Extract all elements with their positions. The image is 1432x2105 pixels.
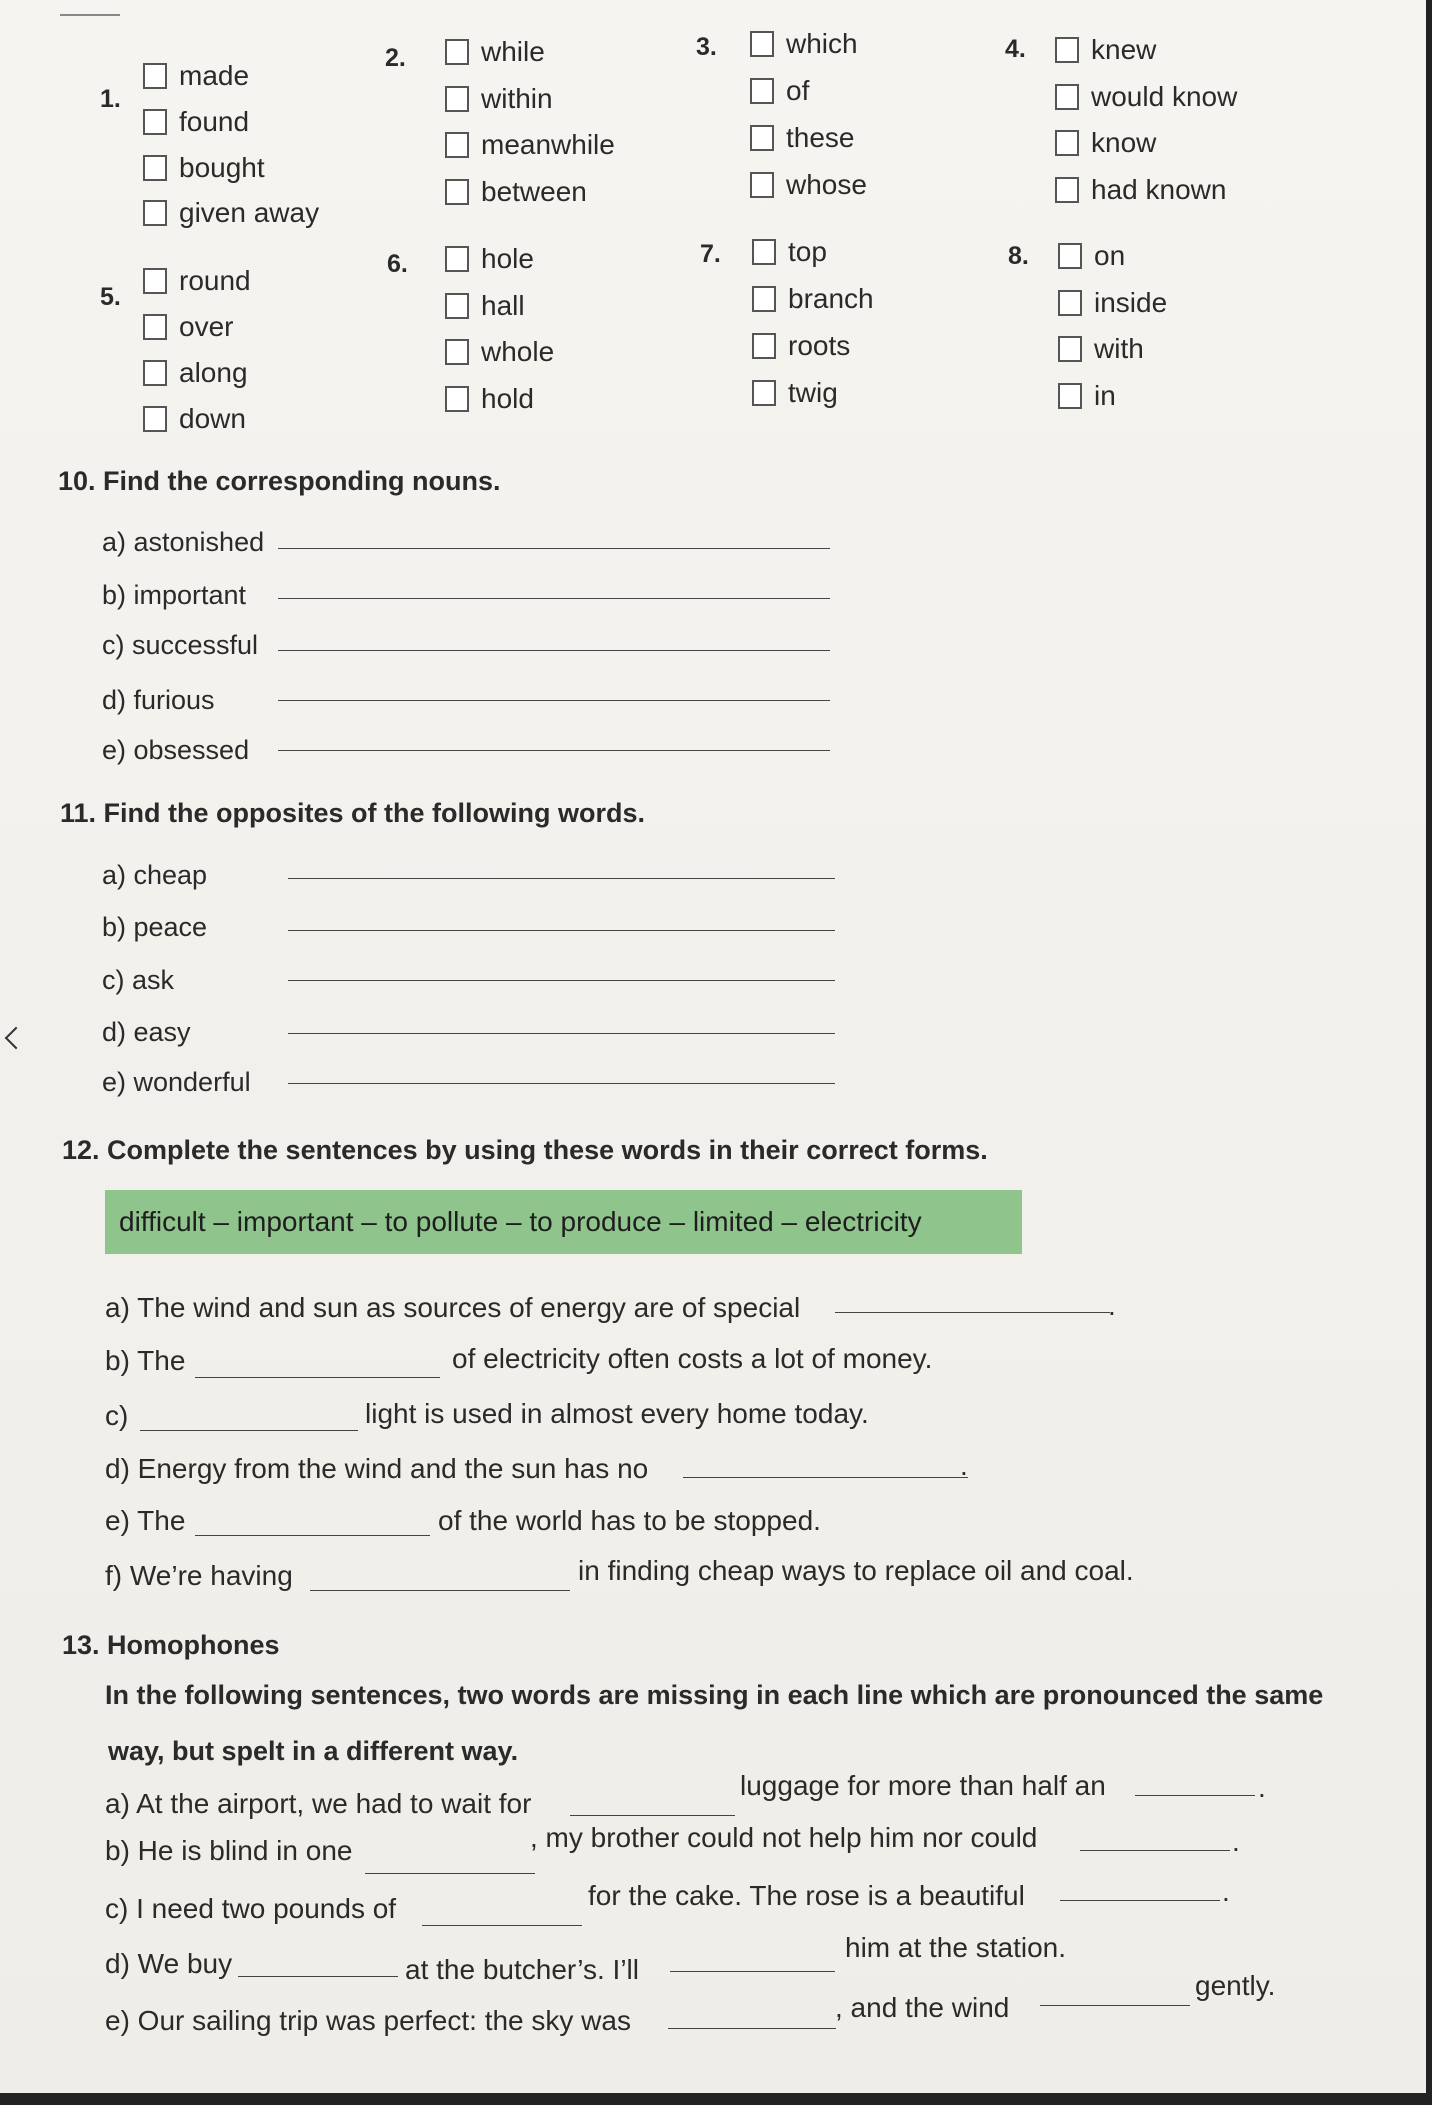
ex13-d-text-3: him at the station. [845,1932,1067,1963]
answer-line[interactable] [1135,1795,1255,1796]
option[interactable] [752,236,827,268]
option-label: within [481,83,553,114]
chevron-left-icon[interactable] [5,1027,28,1050]
option[interactable] [752,283,874,315]
ex13-e-end: gently. [1195,1970,1276,2001]
option[interactable] [445,83,553,115]
checkbox[interactable] [143,268,167,294]
ex10-item: a) astonished [102,527,265,557]
ex10-item: c) successful [102,630,259,660]
checkbox[interactable] [1055,37,1079,63]
question-number: 2. [385,44,406,72]
option[interactable] [752,330,850,362]
option-label: roots [788,330,851,361]
ex12-a-end: . [1108,1290,1116,1321]
ex13-a-text: a) At the airport, we had to wait for [105,1788,532,1819]
answer-line[interactable] [670,1971,835,1972]
answer-line[interactable] [1060,1900,1220,1901]
answer-line[interactable] [1040,2005,1190,2006]
exercise-10-heading: 10. Find the corresponding nouns. [58,466,501,496]
ex13-intro: In the following sentences, two words are missing in each line which are pronounced the same [105,1680,1324,1710]
ex12-f-text: f) We’re having [105,1560,293,1591]
ex12-f-text-2: in finding cheap ways to replace oil and coal. [578,1555,1134,1586]
option[interactable] [752,377,838,409]
ex13-d-text: d) We buy [105,1948,233,1979]
exercise-12-heading: 12. Complete the sentences by using these words in their correct forms. [62,1135,988,1165]
option-label: meanwhile [481,129,615,160]
ex12-b-text: b) The [105,1345,186,1376]
option-label: top [788,236,827,267]
checkbox[interactable] [445,293,469,319]
checkbox[interactable] [1058,243,1082,269]
option-label: on [1094,240,1126,271]
answer-line[interactable] [422,1925,582,1926]
option-label: would know [1091,81,1238,112]
ex12-d-end: . [960,1450,968,1481]
answer-line[interactable] [278,548,830,549]
ex12-c-text-2: light is used in almost every home today. [365,1398,869,1429]
answer-line[interactable] [683,1477,968,1478]
answer-line[interactable] [238,1976,398,1977]
question-number: 5. [100,283,121,311]
option[interactable] [445,336,554,368]
option[interactable] [143,197,319,229]
option[interactable] [445,383,534,415]
exercise-11-heading: 11. Find the opposites of the following words. [60,798,646,828]
ex11-item: c) ask [102,965,175,995]
answer-line[interactable] [288,878,835,879]
option-label: round [179,265,251,296]
option-label: of [786,75,810,106]
ex13-c-end: . [1222,1876,1230,1907]
answer-line[interactable] [1080,1850,1230,1851]
option[interactable] [445,36,545,68]
checkbox[interactable] [445,132,469,158]
answer-line[interactable] [288,980,835,981]
option[interactable] [445,290,525,322]
answer-line[interactable] [195,1535,430,1536]
checkbox[interactable] [750,78,774,104]
option-label: which [786,28,858,59]
checkbox[interactable] [750,125,774,151]
ex11-item: d) easy [102,1017,191,1047]
answer-line[interactable] [570,1815,735,1816]
checkbox[interactable] [1058,336,1082,362]
question-number: 3. [696,33,717,61]
ex13-b-text-2: , my brother could not help him nor could [530,1822,1038,1853]
ex11-item: b) peace [102,912,208,942]
option[interactable] [1055,174,1226,206]
option[interactable] [143,311,233,343]
ex12-c-text: c) [105,1400,129,1431]
checkbox[interactable] [445,179,469,205]
ex11-item: a) cheap [102,860,208,890]
exercise-13-heading: 13. Homophones [62,1630,280,1660]
option[interactable] [1055,81,1237,113]
option[interactable] [445,243,534,275]
option-label: hold [481,383,534,414]
answer-line[interactable] [278,750,830,751]
ex13-e-text-2: , and the wind [835,1992,1010,2023]
ex13-d-text-2: at the butcher’s. I’ll [405,1954,639,1985]
answer-line[interactable] [668,2028,836,2029]
checkbox[interactable] [445,339,469,365]
checkbox[interactable] [1055,130,1079,156]
checkbox[interactable] [143,63,167,89]
option-label: between [481,176,587,207]
checkbox[interactable] [143,360,167,386]
option-label: while [481,36,545,67]
word-box [105,1190,1022,1254]
ex13-c-text: c) I need two pounds of [105,1893,397,1924]
ex12-a-text: a) The wind and sun as sources of energy are of special [105,1292,801,1323]
option-label: found [179,106,250,137]
option[interactable] [1055,127,1156,159]
checkbox[interactable] [445,86,469,112]
option[interactable] [143,60,249,92]
photo-edge-bottom [0,2093,1432,2105]
ex12-b-text-2: of electricity often costs a lot of money. [452,1343,933,1374]
option[interactable] [750,122,855,154]
ex13-e-text: e) Our sailing trip was perfect: the sky was [105,2005,631,2036]
option[interactable] [1058,287,1167,319]
checkbox[interactable] [1055,84,1079,110]
option[interactable] [750,75,809,107]
question-number: 8. [1008,242,1029,270]
option[interactable] [445,176,587,208]
option-label: knew [1091,34,1157,65]
answer-line[interactable] [288,1083,835,1084]
option[interactable] [143,152,265,184]
checkbox[interactable] [143,406,167,432]
checkbox[interactable] [752,286,776,312]
option-label: hall [481,290,525,321]
answer-line[interactable] [278,650,830,651]
ex13-b-end: . [1232,1826,1240,1857]
ex13-b-text: b) He is blind in one [105,1835,353,1866]
checkbox[interactable] [445,386,469,412]
option[interactable] [143,357,248,389]
checkbox[interactable] [143,109,167,135]
option[interactable] [1055,34,1156,66]
checkbox[interactable] [143,314,167,340]
answer-line[interactable] [310,1590,570,1591]
checkbox[interactable] [1058,290,1082,316]
option[interactable] [1058,240,1125,272]
answer-line[interactable] [140,1430,358,1431]
option-label: given away [179,197,320,228]
ex10-item: e) obsessed [102,735,250,765]
answer-line[interactable] [195,1377,440,1378]
option-label: along [179,357,248,388]
checkbox[interactable] [752,380,776,406]
answer-line[interactable] [278,700,830,701]
ex13-intro-2: way, but spelt in a different way. [108,1736,519,1766]
checkbox[interactable] [752,239,776,265]
option-label: in [1094,380,1116,411]
answer-line[interactable] [288,1033,835,1034]
question-number: 7. [700,240,721,268]
option-label: had known [1091,174,1227,205]
option[interactable] [1058,333,1144,365]
answer-line[interactable] [365,1873,535,1874]
option-label: hole [481,243,534,274]
ex12-e-text: e) The [105,1505,186,1536]
option-label: inside [1094,287,1168,318]
option[interactable] [750,169,867,201]
ex13-a-text-2: luggage for more than half an [740,1770,1106,1801]
ex12-d-text: d) Energy from the wind and the sun has no [105,1453,649,1484]
ex12-e-text-2: of the world has to be stopped. [438,1505,821,1536]
option-label: with [1094,333,1144,364]
ex11-item: e) wonderful [102,1067,251,1097]
option-label: whole [481,336,555,367]
option[interactable] [750,28,858,60]
option-label: branch [788,283,874,314]
checkbox[interactable] [143,200,167,226]
option-label: down [179,403,246,434]
option[interactable] [445,129,615,161]
checkbox[interactable] [143,155,167,181]
answer-line[interactable] [835,1312,1110,1313]
question-number: 4. [1005,35,1026,63]
ex10-item: b) important [102,580,247,610]
question-number: 6. [387,250,408,278]
option-label: know [1091,127,1157,158]
option-label: made [179,60,250,91]
checkbox[interactable] [750,172,774,198]
ex13-c-text-2: for the cake. The rose is a beautiful [588,1880,1025,1911]
checkbox[interactable] [445,246,469,272]
checkbox[interactable] [1055,177,1079,203]
answer-line[interactable] [288,930,835,931]
option[interactable] [143,106,249,138]
option[interactable] [143,265,251,297]
option-label: bought [179,152,265,183]
option-label: twig [788,377,838,408]
question-number: 1. [100,85,121,113]
checkbox[interactable] [445,39,469,65]
answer-line[interactable] [278,598,830,599]
photo-edge-right [1426,0,1432,2105]
checkbox[interactable] [1058,383,1082,409]
option-label: whose [786,169,867,200]
ex13-a-end: . [1258,1772,1266,1803]
option[interactable] [1058,380,1116,412]
checkbox[interactable] [750,31,774,57]
checkbox[interactable] [752,333,776,359]
option-label: over [179,311,234,342]
option-label: these [786,122,855,153]
word-box-text: difficult – important – to pollute – to produce – limited – electricity [119,1206,922,1237]
option[interactable] [143,403,246,435]
top-rule [60,14,120,16]
ex10-item: d) furious [102,685,215,715]
